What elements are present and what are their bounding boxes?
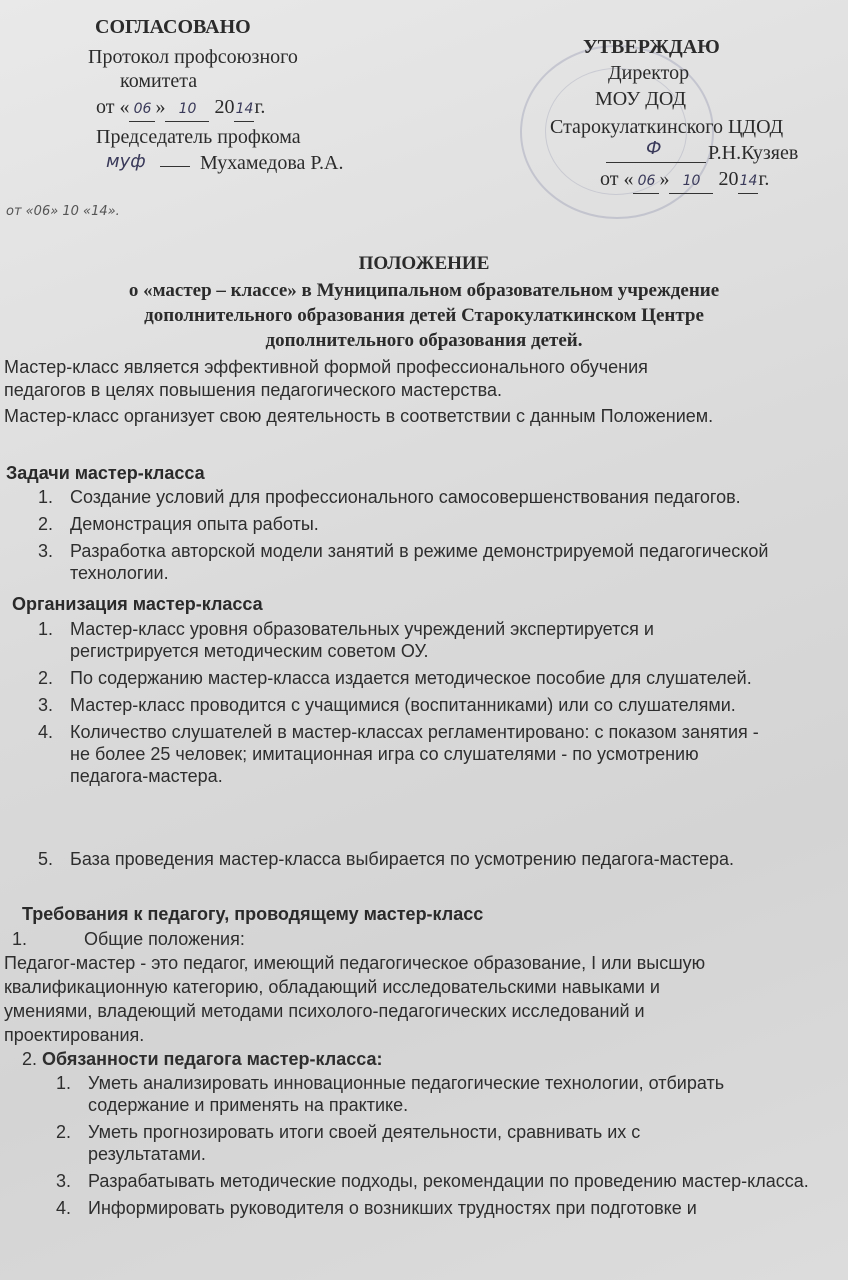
definition-line2: квалификационную категорию, обладающий исследовательскими навыками и (4, 977, 660, 997)
left-date-month: 10 (165, 98, 209, 122)
list-item: 4. Количество слушателей в мастер-классах регламентировано: с показом занятия - не более 25 человек; имитационная игра со слушателями - по усмотрению педагога-мастера. (38, 722, 759, 786)
protocol-line2: комитета (120, 70, 198, 92)
list-item: 1. Мастер-класс уровня образовательных учреждений экспертируется и регистрируется методическим советом ОУ. (38, 619, 654, 661)
director-name: Р.Н.Кузяев (708, 142, 799, 164)
left-date-day: 06 (129, 98, 155, 122)
right-signature: Ф (646, 138, 662, 159)
right-date-year: 14 (738, 170, 758, 194)
left-date: от « 06 » 10 2014г. (96, 96, 265, 122)
left-signature: муф (106, 151, 146, 172)
document-title: ПОЛОЖЕНИЕ (358, 253, 490, 274)
chair-name: Мухамедова Р.А. (200, 152, 344, 174)
organization-heading: Организация мастер-класса (12, 594, 263, 614)
tasks-list (38, 486, 838, 589)
org-line2: Старокулаткинского ЦДОД (550, 116, 784, 138)
list-item: 1. Создание условий для профессионального самосовершенствования педагогов. (38, 487, 741, 507)
list-item: 1. Уметь анализировать инновационные педагогические технологии, отбирать содержание и применять на практике. (56, 1073, 725, 1115)
definition-line1: Педагог-мастер - это педагог, имеющий педагогическое образование, I или высшую (4, 953, 706, 973)
tasks-heading: Задачи мастер-класса (6, 463, 205, 483)
intro-p1-line1: Мастер-класс является эффективной формой профессионального обучения (4, 357, 648, 377)
duties-list (56, 1072, 826, 1224)
right-date-month: 10 (669, 170, 713, 194)
list-item: 4. Информировать руководителя о возникших трудностях при подготовке и (56, 1198, 697, 1218)
title-line2: дополнительного образования детей Старокулаткинском Центре (144, 305, 704, 326)
extra-date: от «06» 10 «14». (6, 204, 120, 219)
organization-item-5: 5. База проведения мастер-класса выбирается по усмотрению педагога-мастера. (38, 849, 735, 869)
director-label: Директор (608, 62, 690, 84)
right-signature-line (606, 140, 706, 163)
left-date-year: 14 (234, 98, 254, 122)
list-item: 2. По содержанию мастер-класса издается методическое пособие для слушателей. (38, 668, 752, 688)
list-item: 2. Уметь прогнозировать итоги своей деятельности, сравнивать их с результатами. (56, 1122, 641, 1164)
protocol-line1: Протокол профсоюзного (88, 46, 298, 68)
intro-p1-line2: педагогов в целях повышения педагогического мастерства. (4, 380, 502, 400)
definition-line3: умениями, владеющий методами психолого-педагогических исследований и (4, 1001, 645, 1021)
organization-list (38, 618, 768, 792)
list-item: 3. Мастер-класс проводится с учащимися (воспитанниками) или со слушателями. (38, 695, 736, 715)
left-signature-line (160, 166, 190, 167)
list-item: 2. Демонстрация опыта работы. (38, 514, 319, 534)
title-line3: дополнительного образования детей. (265, 330, 583, 351)
intro-p2: Мастер-класс организует свою деятельность в соответствии с данным Положением. (4, 406, 714, 426)
org-line1: МОУ ДОД (595, 88, 686, 110)
duties-heading: 2. Обязанности педагога мастер-класса: (22, 1049, 383, 1069)
list-item: 3. Разработка авторской модели занятий в режиме демонстрируемой педагогической технологии. (38, 541, 769, 583)
agreed-label: СОГЛАСОВАНО (95, 16, 251, 38)
requirements-heading: Требования к педагогу, проводящему мастер-класс (22, 904, 484, 924)
chair-title: Председатель профкома (96, 126, 301, 148)
right-date-day: 06 (633, 170, 659, 194)
approve-label: УТВЕРЖДАЮ (583, 36, 720, 58)
list-item: 3. Разрабатывать методические подходы, рекомендации по проведению мастер-класса. (56, 1171, 809, 1191)
definition-line4: проектирования. (4, 1025, 145, 1045)
title-line1: о «мастер – классе» в Муниципальном образовательном учреждение (128, 280, 720, 301)
general-provisions: 1. Общие положения: (12, 929, 245, 949)
right-date: от « 06 » 10 2014г. (600, 168, 769, 194)
